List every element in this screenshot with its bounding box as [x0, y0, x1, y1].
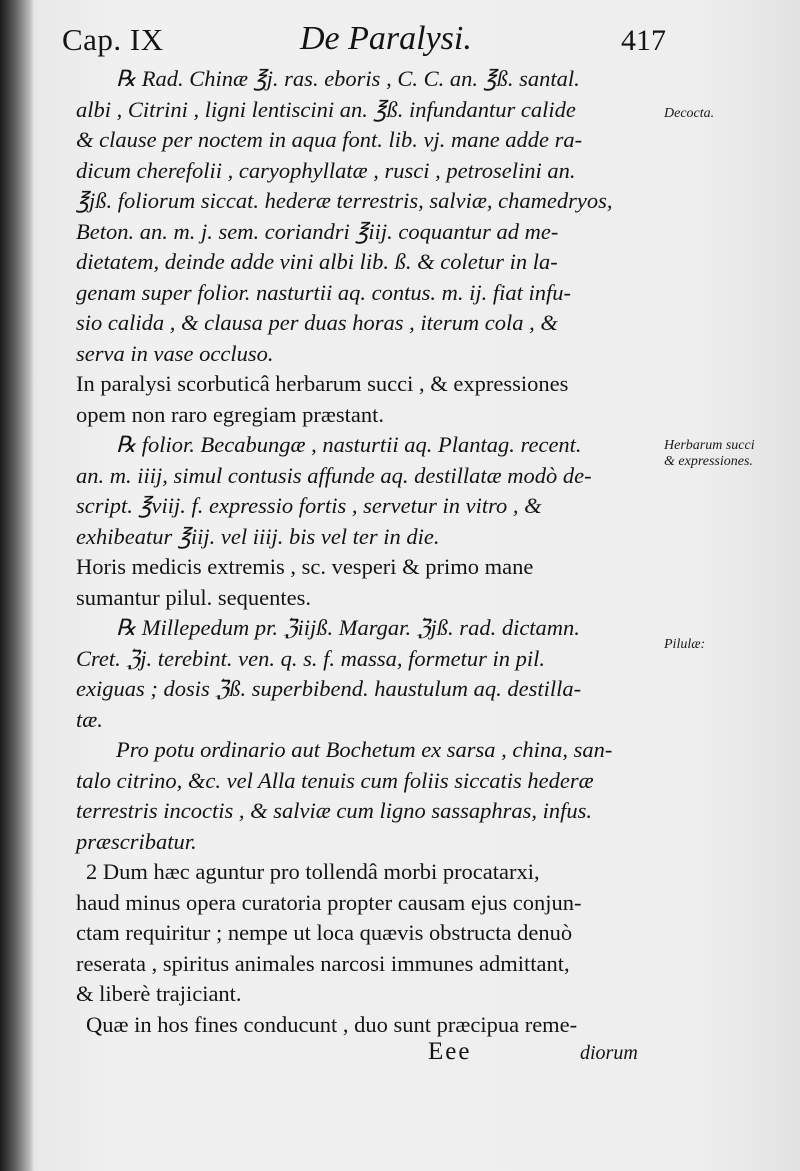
text-line-content: dicum cherefolii , caryophyllatæ , rusci , petroselini an.	[76, 157, 576, 183]
text-line	[76, 371, 660, 402]
catchword: diorum	[580, 1042, 638, 1064]
text-line-content: exiguas ; dosis ℨß. superbibend. haustulum aq. destilla-	[76, 676, 582, 701]
text-line	[76, 280, 660, 311]
margin-note-herbarum	[664, 438, 794, 470]
page-title: De Paralysi.	[300, 20, 472, 57]
text-line-content: exhibeatur ℥iij. vel iiij. bis vel ter in die.	[76, 523, 440, 549]
text-line	[76, 890, 660, 921]
text-line	[76, 158, 660, 189]
text-line	[76, 920, 660, 951]
text-line-content: Quæ in hos fines conducunt , duo sunt præcipua reme-	[86, 1011, 578, 1037]
page-number: 417	[621, 24, 666, 57]
text-line-content: præscribatur.	[76, 828, 197, 854]
text-line	[76, 554, 660, 585]
text-line-content: Cret. ℨj. terebint. ven. q. s. f. massa, formetur in pil.	[76, 645, 546, 671]
text-line-content: ℥jß. foliorum siccat. hederæ terrestris, salviæ, chamedryos,	[76, 188, 613, 213]
text-line-content: sio calida , & clausa per duas horas , iterum cola , &	[76, 310, 558, 335]
text-line-content: albi , Citrini , ligni lentiscini an. ℥ß. infundantur calide	[76, 96, 576, 122]
margin-note-decocta: Decocta.	[664, 106, 715, 121]
text-line	[76, 951, 660, 982]
text-line	[76, 219, 660, 250]
text-line-content: & liberè trajiciant.	[76, 981, 242, 1006]
text-line-content: sumantur pilul. sequentes.	[76, 584, 311, 610]
text-line	[76, 341, 660, 372]
margin-note-pilulae: Pilulæ:	[664, 637, 706, 652]
text-line-content: an. m. iiij, simul contusis affunde aq. destillatæ modò de-	[76, 462, 592, 488]
text-line	[76, 707, 660, 738]
text-line	[76, 615, 660, 646]
text-line	[76, 676, 660, 707]
text-line	[76, 432, 660, 463]
margin-note-herbarum-line1: Herbarum succi	[664, 438, 755, 453]
text-line-content: script. ℥viij. f. expressio fortis , servetur in vitro , &	[76, 493, 542, 518]
chapter-label: Cap. IX	[62, 22, 164, 57]
text-line	[76, 463, 660, 494]
text-line	[76, 524, 660, 555]
text-line	[76, 829, 660, 860]
signature-mark: Eee	[428, 1038, 472, 1065]
text-line-content: ℞ Rad. Chinæ ℥j. ras. eboris , C. C. an. ℥ß. santal.	[116, 66, 580, 91]
text-line-content: 2 Dum hæc aguntur pro tollendâ morbi procatarxi,	[86, 859, 540, 884]
text-line-content: talo citrino, &c. vel Alla tenuis cum foliis siccatis hederæ	[76, 767, 594, 793]
text-line-content: serva in vase occluso.	[76, 340, 274, 366]
text-line	[76, 585, 660, 616]
text-line-content: opem non raro egregiam præstant.	[76, 401, 385, 427]
text-line-content: In paralysi scorbuticâ herbarum succi , & expressiones	[76, 371, 569, 396]
text-line-content: ctam requiritur ; nempe ut loca quævis obstructa denuò	[76, 920, 573, 945]
text-line	[76, 493, 660, 524]
text-line-content: genam super folior. nasturtii aq. contus. m. ij. fiat infu-	[76, 279, 572, 305]
text-line-content: ℞ Millepedum pr. ℨiijß. Margar. ℨjß. rad. dictamn.	[116, 615, 580, 640]
text-line	[76, 768, 660, 799]
text-line-content: reserata , spiritus animales narcosi immunes admittant,	[76, 950, 570, 976]
running-header	[60, 14, 670, 64]
text-line	[76, 66, 660, 97]
text-line	[76, 310, 660, 341]
text-line	[76, 127, 660, 158]
text-line	[76, 249, 660, 280]
text-line	[76, 981, 660, 1012]
text-line	[76, 859, 660, 890]
text-line	[76, 97, 660, 128]
text-line-content: dietatem, deinde adde vini albi lib. ß. & coletur in la-	[76, 249, 558, 274]
text-line-content: & clause per noctem in aqua font. lib. vj. mane adde ra-	[76, 127, 583, 152]
text-line-content: Beton. an. m. j. sem. coriandri ℥iij. coquantur ad me-	[76, 218, 559, 244]
text-line-content: tæ.	[76, 706, 103, 732]
text-line	[76, 1012, 660, 1043]
text-line	[76, 798, 660, 829]
text-line	[76, 402, 660, 433]
text-line	[76, 737, 660, 768]
book-spine-shadow	[0, 0, 34, 1171]
margin-note-herbarum-line2: & expressiones.	[664, 454, 753, 469]
text-line-content: Pro potu ordinario aut Bochetum ex sarsa , china, san-	[116, 737, 613, 762]
main-text	[76, 66, 660, 1042]
text-line-content: Horis medicis extremis , sc. vesperi & primo mane	[76, 554, 534, 579]
text-line-content: haud minus opera curatoria propter causam ejus conjun-	[76, 889, 582, 915]
text-line	[76, 188, 660, 219]
text-line	[76, 646, 660, 677]
text-line-content: ℞ folior. Becabungæ , nasturtii aq. Plantag. recent.	[116, 432, 582, 457]
text-line-content: terrestris incoctis , & salviæ cum ligno sassaphras, infus.	[76, 798, 593, 823]
